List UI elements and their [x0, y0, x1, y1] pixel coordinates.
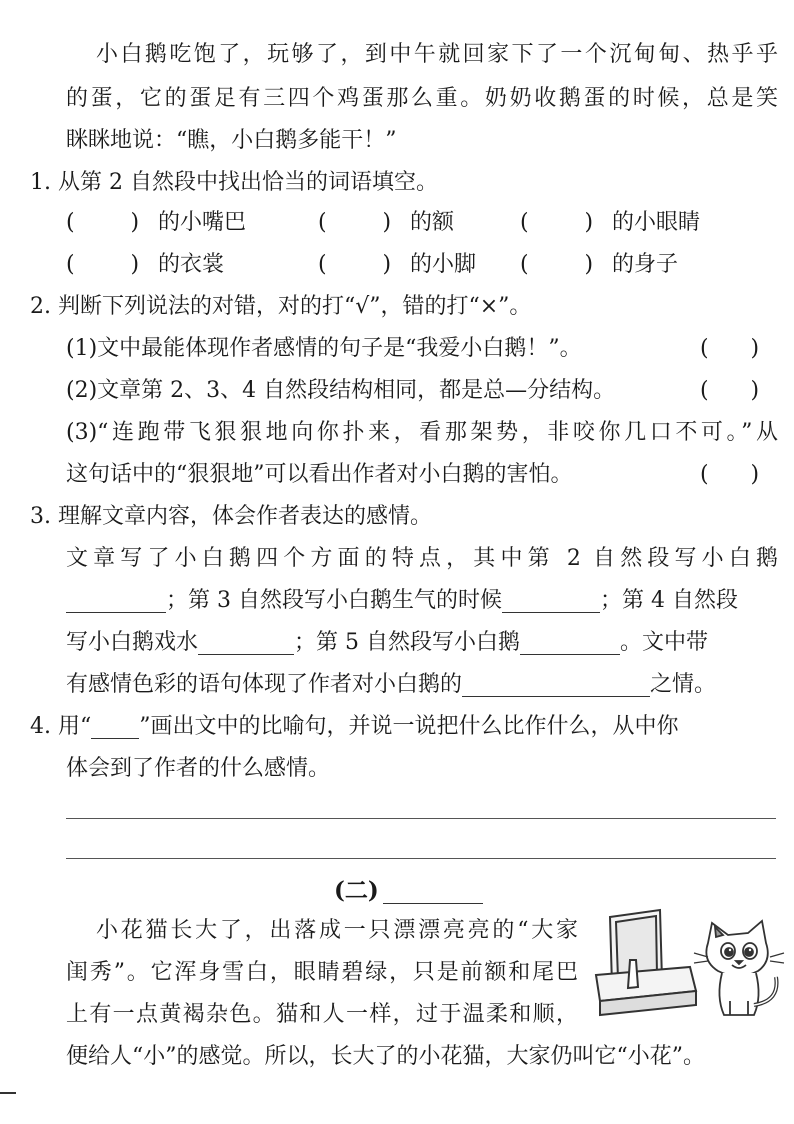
- judge-item-3-cont: 这句话中的“狠狠地”可以看出作者对小白鹅的害怕。: [66, 462, 573, 487]
- answer-paren[interactable]: ( ): [700, 378, 760, 403]
- judge-item-3: (3)“连跑带飞狠狠地向你扑来，看那架势，非咬你几口不可。”从: [66, 420, 778, 445]
- question-4-text: 体会到了作者的什么感情。: [66, 756, 331, 781]
- answer-blank[interactable]: [462, 674, 650, 697]
- monitor-icon: [596, 910, 696, 1015]
- paren-blank[interactable]: ( ): [520, 210, 594, 235]
- passage2-line: 上有一点黄褐杂色。猫和人一样，过于温柔和顺，: [66, 1002, 578, 1027]
- question-3-text: 写小白鹅戏水 ；第 5 自然段写小白鹅 。文中带: [66, 630, 709, 655]
- passage2-line: 小花猫长大了，出落成一只漂漂亮亮的“大家: [96, 918, 578, 943]
- question-2-prompt: 2. 判断下列说法的对错，对的打“√”，错的打“×”。: [30, 294, 532, 319]
- judge-item-1: (1)文中最能体现作者感情的句子是“我爱小白鹅！”。: [66, 336, 582, 361]
- passage2-line: 便给人“小”的感觉。所以，长大了的小花猫，大家仍叫它“小花”。: [66, 1044, 705, 1069]
- question-3-text: ；第 3 自然段写小白鹅生气的时候 ；第 4 自然段: [66, 586, 738, 616]
- question-4-prompt: 4. 用“ ”画出文中的比喻句，并说一说把什么比作什么，从中你: [30, 714, 679, 739]
- question-3-prompt: 3. 理解文章内容，体会作者表达的感情。: [30, 504, 432, 529]
- answer-blank[interactable]: [502, 590, 600, 613]
- title-blank[interactable]: [383, 881, 483, 904]
- paren-blank[interactable]: ( ): [318, 252, 392, 277]
- fill-row-1: [520, 208, 700, 238]
- passage-line: 眯眯地说：“瞧，小白鹅多能干！”: [66, 128, 397, 153]
- fill-row-1: [318, 208, 454, 238]
- section-title: (二): [334, 872, 483, 905]
- paren-blank[interactable]: ( ): [66, 252, 140, 277]
- cat-icon: [694, 921, 784, 1015]
- fill-row-1: [66, 208, 246, 238]
- fill-row-2: [520, 250, 678, 280]
- fill-item: 的额: [410, 210, 455, 235]
- question-3-text: 有感情色彩的语句体现了作者对小白鹅的 之情。: [66, 672, 717, 697]
- fill-row-2: [318, 250, 476, 280]
- passage-line: 的蛋，它的蛋足有三四个鸡蛋那么重。奶奶收鹅蛋的时候，总是笑: [66, 86, 778, 111]
- answer-blank[interactable]: [66, 590, 166, 613]
- fill-item: 的小眼睛: [612, 210, 701, 235]
- passage-line: 小白鹅吃饱了，玩够了，到中午就回家下了一个沉甸甸、热乎乎: [96, 42, 778, 67]
- fill-item: 的身子: [612, 252, 679, 277]
- question-3-text: 文章写了小白鹅四个方面的特点，其中第 2 自然段写小白鹅: [66, 546, 778, 571]
- answer-paren[interactable]: ( ): [700, 336, 760, 361]
- cat-computer-illustration: [590, 905, 790, 1030]
- paren-blank[interactable]: ( ): [520, 252, 594, 277]
- passage2-line: 闺秀”。它浑身雪白，眼睛碧绿，只是前额和尾巴: [66, 960, 578, 985]
- paren-blank[interactable]: ( ): [66, 210, 140, 235]
- answer-line[interactable]: [66, 818, 776, 819]
- answer-blank[interactable]: [198, 632, 294, 655]
- question-1-prompt: 1. 从第 2 自然段中找出恰当的词语填空。: [30, 170, 438, 195]
- fill-row-2: [66, 250, 224, 280]
- fill-item: 的小嘴巴: [158, 210, 247, 235]
- answer-paren[interactable]: ( ): [700, 462, 760, 487]
- page-edge-mark: [0, 1092, 16, 1094]
- answer-blank[interactable]: [520, 632, 620, 655]
- underline-sample: [91, 716, 139, 739]
- judge-item-2: (2)文章第 2、3、4 自然段结构相同，都是总—分结构。: [66, 378, 616, 403]
- fill-item: 的衣裳: [158, 252, 225, 277]
- paren-blank[interactable]: ( ): [318, 210, 392, 235]
- fill-item: 的小脚: [410, 252, 477, 277]
- answer-line[interactable]: [66, 858, 776, 859]
